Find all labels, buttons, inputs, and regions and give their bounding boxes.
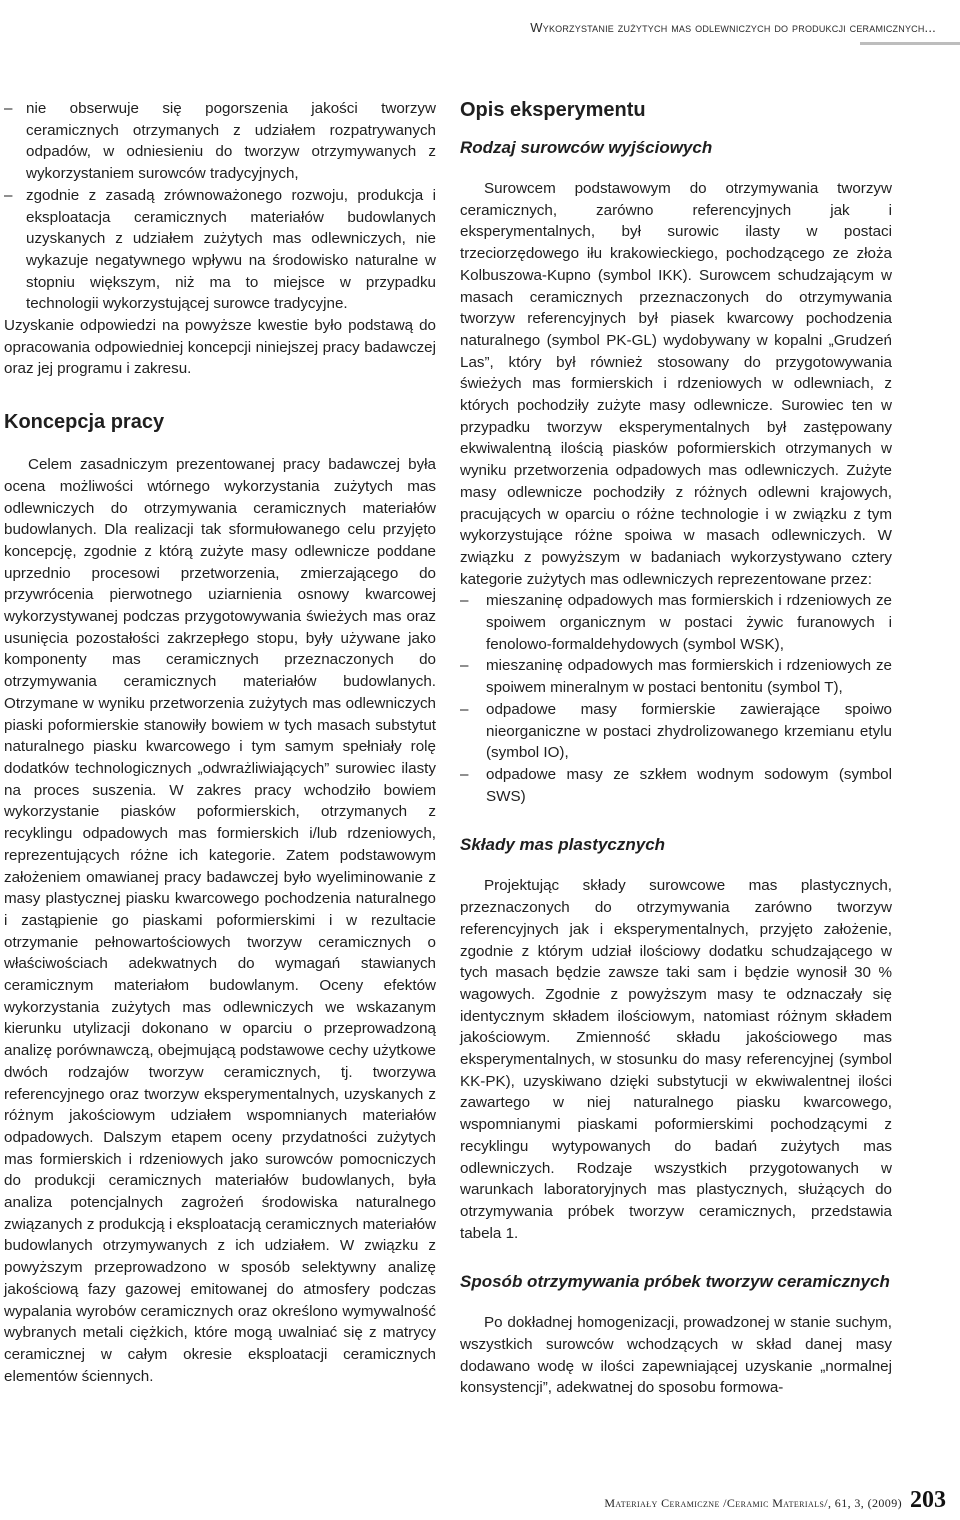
list-item: – odpadowe masy formierskie zawierające spoiwo nieorganiczne w postaci zhydrolizowanego krzemianu etylu (symbol IO), (460, 699, 892, 764)
header-rule (860, 42, 960, 45)
body-paragraph: Projektując składy surowcowe mas plastycznych, przeznaczonych do otrzymywania zarówno tworzyw referencyjnych jak i eksperymentalnych, przyjęto założenie, zgodnie z którym udział ilościowy dodatku schudzającego w tych masach będzie zawsze taki sam i będzie wynosił 30 % wagowych. Zgodnie z powyższym masy te odznaczały się identycznym składem ilościowym, natomiast różnym składem jakościowym. Zmienność składu jakościowego mas eksperymentalnych, w stosunku do masy referencyjnej (symbol KK-PK), uzyskiwano dzięki substytucji w ekwiwalentnej ilości zawartego w niej naturalnego piasku kwarcowego, wspomnianymi piaskami poformierskimi pochodzącymi z recyklingu wytypowanych do badań zużytych mas odlewniczych. Rodzaje wszystkich przygotowanych w warunkach laboratoryjnych mas plastycznych, służących do otrzymywania próbek tworzyw ceramicznych, przedstawia tabela 1. (460, 877, 892, 1242)
section-heading-koncepcja: Koncepcja pracy (4, 411, 165, 434)
journal-citation: Materiały Ceramiczne /Ceramic Materials/, 61, 3, (2009) (604, 1496, 902, 1510)
subsection-heading-sklady: Składy mas plastycznych (460, 835, 666, 855)
section-heading-opis: Opis eksperymentu (460, 99, 646, 121)
list-item: – odpadowe masy ze szkłem wodnym sodowym (symbol SWS) (460, 764, 892, 807)
list-item: – mieszaninę odpadowych mas formierskich i rdzeniowych ze spoiwem mineralnym w postaci bentonitu (symbol T), (460, 655, 892, 698)
left-column (4, 98, 436, 1387)
body-paragraph: Surowcem podstawowym do otrzymywania tworzyw ceramicznych, zarówno referencyjnych jak i eksperymentalnych, był surowic ilasty w postaci trzeciorzędowego iłu krakowieckiego, pochodzącego ze złoża Kolbuszowa-Kupno (symbol IKK). Surowcem schudzającym w masach ceramicznych przeznaczonych do otrzymywania tworzyw referencyjnych był piasek kwarcowy pochodzenia naturalnego (symbol PK-GL) wydobywany w kopalni „Grudzeń Las”, który był również stosowany do przygotowywania świeżych mas formierskich i rdzeniowych w odlewniach, z których pochodziły zużyte masy odlewnicze. Surowiec ten w przypadku tworzyw eksperymentalnych był zastępowany ekwiwalentną ilością piasków poformierskich otrzymanych w wyniku przetworzenia odpadowych mas odlewniczych. Zużyte masy odlewnicze pochodziły z różnych odlewni krajowych, pracujących w oparciu o różne technologie i w związku z tym wykorzystujące różne spoiwa w masach odlewniczych. W związku z powyższym w badaniach wykorzystywano cztery kategorie zużytych mas odlewniczych reprezentowane przez: (460, 180, 892, 588)
running-header: Wykorzystanie zużytych mas odlewniczych do produkcji ceramicznych... (530, 20, 936, 35)
page-number: 203 (910, 1487, 946, 1513)
intro-paragraph: Uzyskanie odpowiedzi na powyższe kwestie było podstawą do opracowania odpowiedniej koncepcji niniejszej pracy badawczej oraz jej programu i zakresu. (4, 317, 436, 378)
subsection-heading-sposob: Sposób otrzymywania próbek tworzyw ceramicznych (460, 1272, 890, 1292)
body-paragraph: Celem zasadniczym prezentowanej pracy badawczej była ocena możliwości wtórnego wykorzystania zużytych mas odlewniczych do otrzymywania ceramicznych materiałów budowlanych. Dla realizacji tak sformułowanego celu przyjęto koncepcję, zgodnie z którą zużyte masy odlewnicze poddane uprzednio procesowi przetworzenia, zmierzającego do przywrócenia pierwotnego uziarnienia osnowy kwarcowej wykorzystywanej podczas przygotowywania świeżych mas oraz usunięcia pozostałości zakrzepłego stopu, były używane jako komponenty mas ceramicznych przeznaczonych do otrzymywania ceramicznych materiałów budowlanych. Otrzymane w wyniku przetworzenia zużytych mas odlewniczych piaski poformierskie stanowiły bowiem w tych masach substytut naturalnego piasku kwarcowego i tym samym spełniały rolę dodatków technologicznych „odwrażliwiających” surowiec ilasty na proces suszenia. W zakres pracy wchodziło bowiem wykorzystanie piasków poformierskich, otrzymanych z recyklingu odpadowych mas formierskich i/lub rdzeniowych, reprezentujących różne ich kategorie. Zatem podstawowym założeniem omawianej pracy badawczej było wyeliminowanie z masy plastycznej piasku kwarcowego pochodzenia naturalnego i zastąpienie go piaskami poformierskimi i w rezultacie otrzymanie pełnowartościowych tworzyw ceramicznych o właściwościach adekwatnych do wymagań stawianych ceramicznym materiałom budowlanym. Oceny efektów wykorzystania zużytych mas odlewniczych we wskazanym kierunku utylizacji dokonano w oparciu o przeprowadzoną analizę porównawczą, obejmującą podstawowe cechy użytkowe dwóch rodzajów tworzyw ceramicznych, tj. tworzywa referencyjnego oraz tworzyw eksperymentalnych, uzyskanych z różnym jakościowym udziałem wspomnianych materiałów odpadowych. Dalszym etapem oceny przydatności zużytych mas formierskich i rdzeniowych jako surowców pomocniczych do produkcji ceramicznych materiałów budowlanych, była analiza potencjalnych zagrożeń środowiska naturalnego związanych z produkcją i eksploatacją ceramicznych materiałów budowlanych otrzymywanych z ich udziałem. W związku z powyższym przeprowadzono w sposób selektywny analizę jakościową fazy gazowej emitowanej do atmosfery podczas wypalania wyrobów ceramicznych oraz określono wymywalność wybranych metali ciężkich, które mogą uwalniać się z matrycy ceramicznej w całym okresie eksploatacji ceramicznych elementów ściennych. (4, 456, 436, 1385)
subsection-heading-surowce: Rodzaj surowców wyjściowych (460, 138, 713, 157)
right-column (460, 98, 892, 1399)
page-footer (604, 1487, 946, 1514)
list-item: – nie obserwuje się pogorszenia jakości tworzyw ceramicznych otrzymanych z udziałem rozpatrywanych odpadów, w odniesieniu do tworzyw otrzymywanych z wykorzystaniem surowców tradycyjnych, (4, 98, 436, 185)
list-item: – zgodnie z zasadą zrównoważonego rozwoju, produkcja i eksploatacja ceramicznych materiałów budowlanych uzyskanych z udziałem zużytych mas odlewniczych, nie wykazuje negatywnego wpływu na środowisko naturalne w stopniu większym, niż ma to miejsce w przypadku technologii wykorzystującej surowce tradycyjne. (4, 185, 436, 315)
materials-list (460, 590, 892, 807)
list-item: – mieszaninę odpadowych mas formierskich i rdzeniowych ze spoiwem organicznym w postaci żywic furanowych i fenolowo-formaldehydowych (symbol WSK), (460, 590, 892, 655)
body-paragraph: Po dokładnej homogenizacji, prowadzonej w stanie suchym, wszystkich surowców wchodzących w skład danej masy dodawano wodę w ilości zapewniającej uzyskanie „normalnej konsystencji”, adekwatnej do sposobu formowa- (460, 1314, 892, 1397)
intro-list (4, 98, 436, 315)
